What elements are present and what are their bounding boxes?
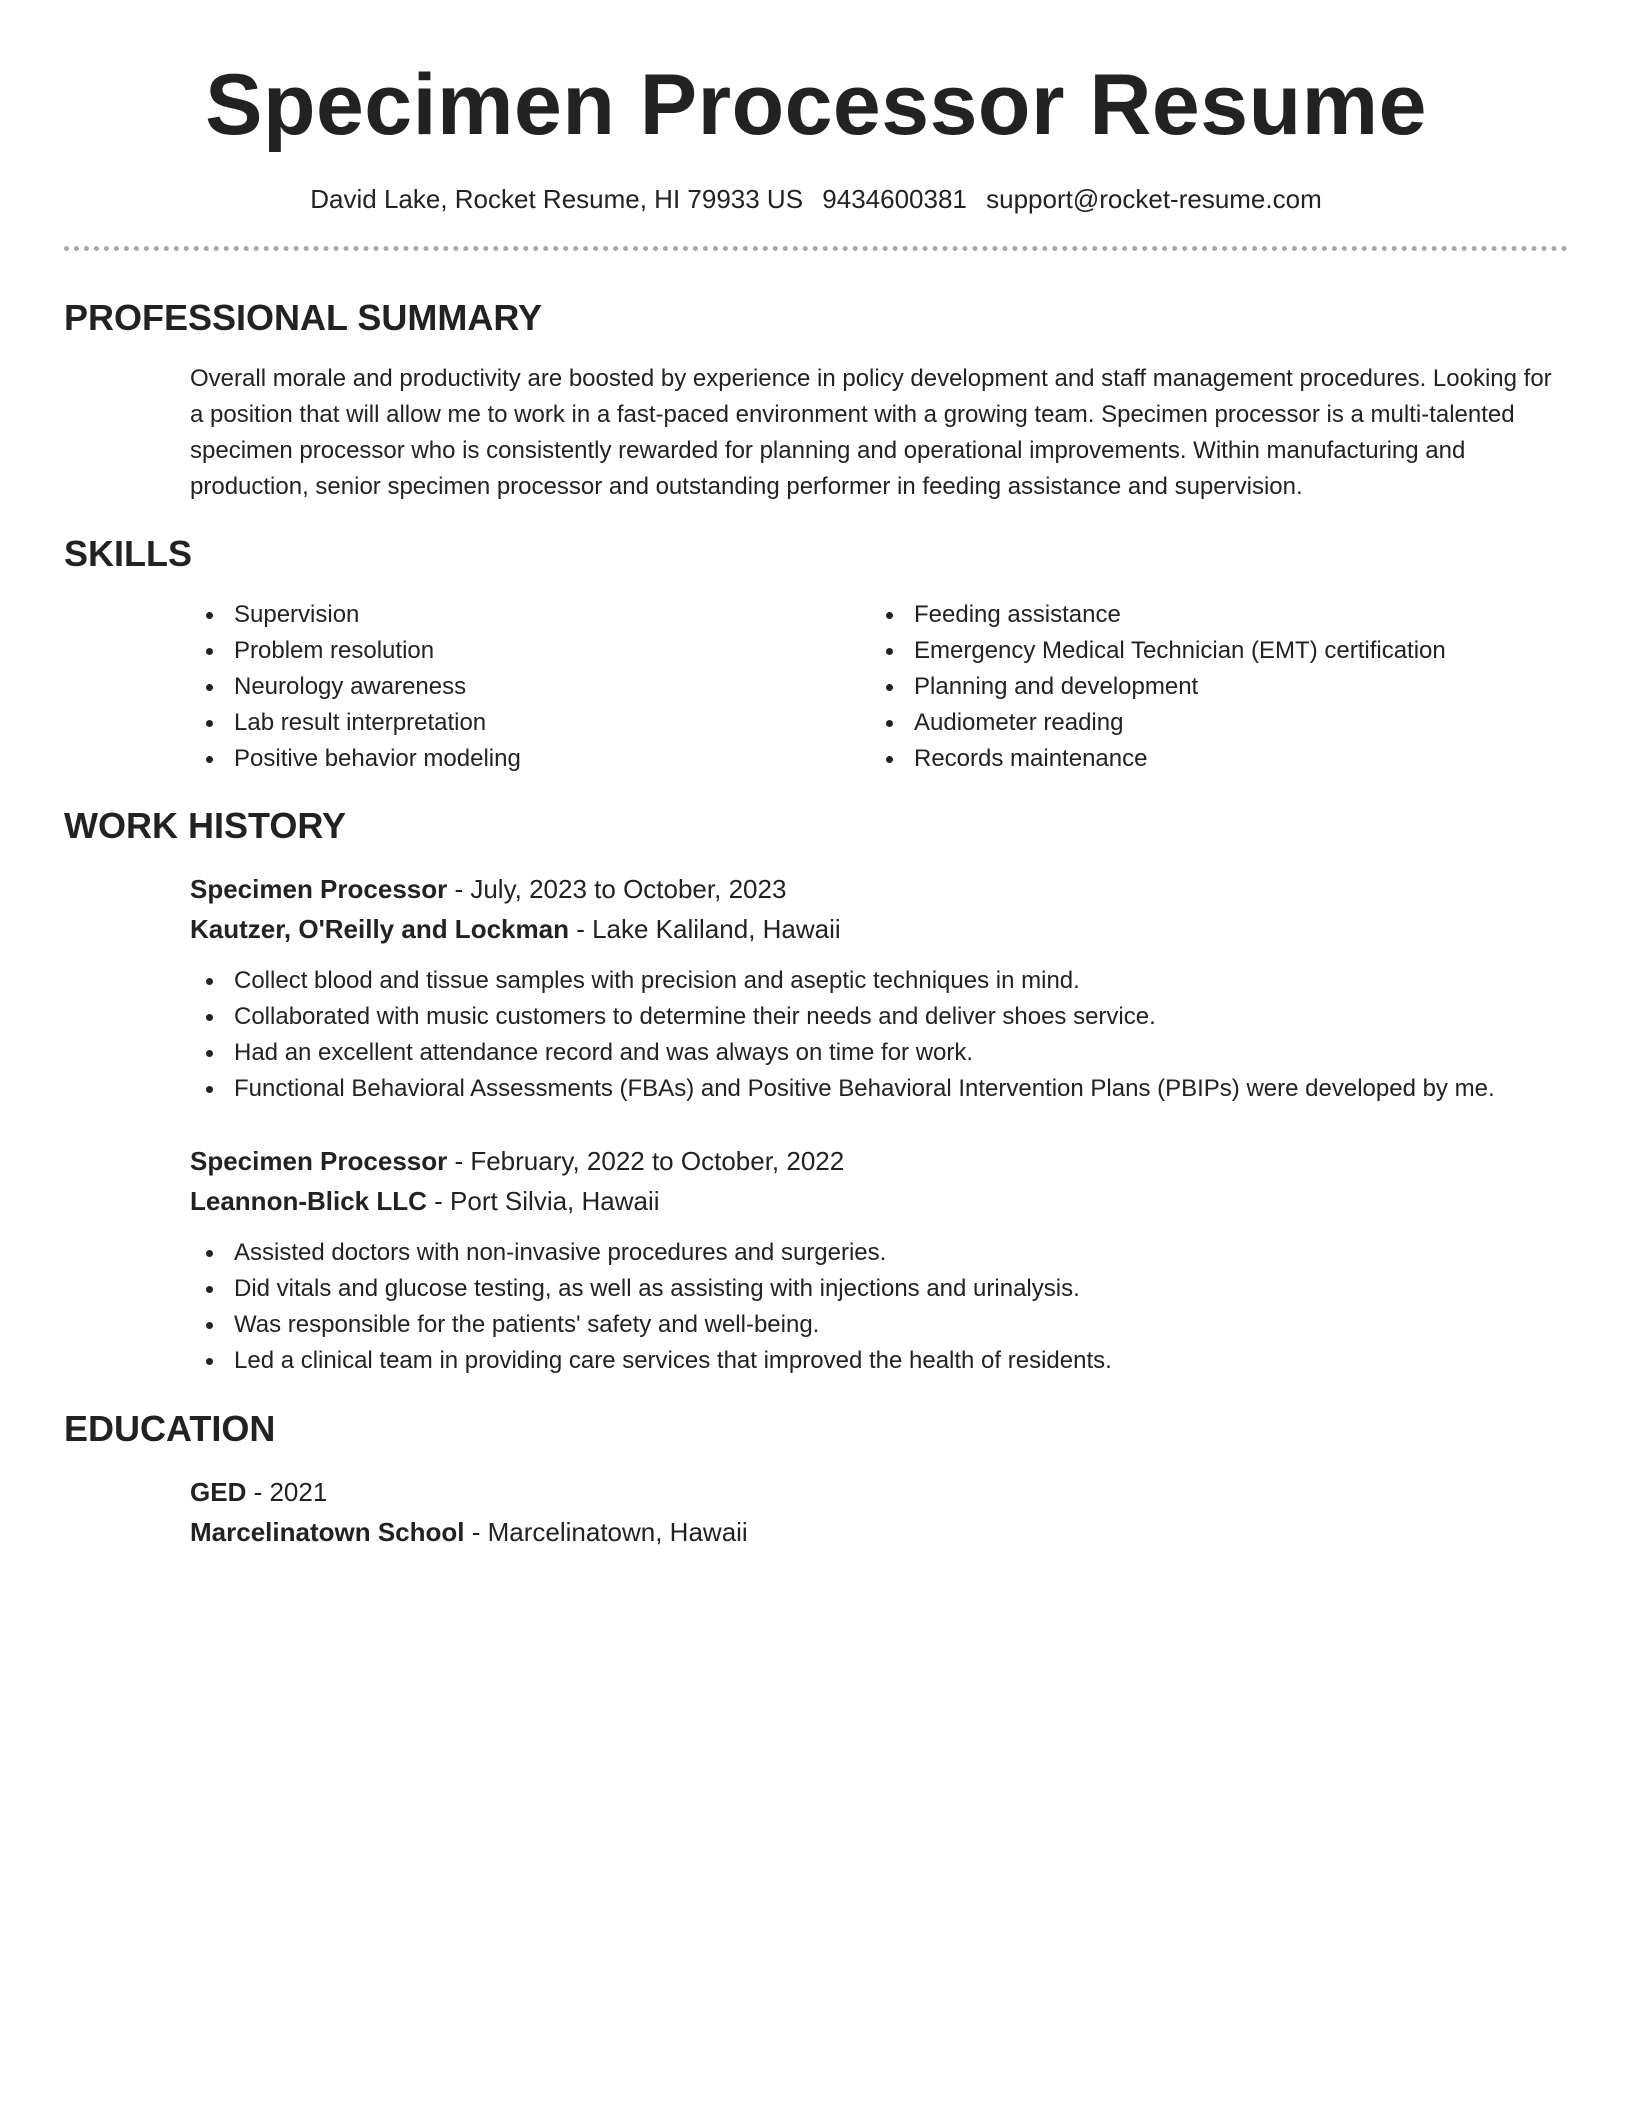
skill-item: Planning and development [870, 669, 1550, 705]
summary-text: Overall morale and productivity are boosted by experience in policy development and staff management procedures. Looking for a position that will allow me to work in a fast-paced environment with a growing team. Specimen processor is a multi-talented specimen processor who is consistently rewarded for planning and operational improvements. Within manufacturing and production, senior specimen processor and outstanding performer in feeding assistance and supervision. [190, 365, 1552, 501]
job-dates: - February, 2022 to October, 2022 [447, 1145, 845, 1176]
job-title-line [190, 1141, 1568, 1181]
section-work-history [64, 804, 1568, 1379]
section-title-work: WORK HISTORY [64, 804, 347, 846]
job-bullet: Functional Behavioral Assessments (FBAs) and Positive Behavioral Intervention Plans (PBIPs) were developed by me. [190, 1071, 1568, 1107]
job-company-line [190, 1181, 1568, 1221]
job-title: Specimen Processor [190, 1145, 448, 1176]
contact-line [64, 184, 1568, 215]
skill-item: Neurology awareness [190, 669, 870, 705]
education-year: - 2021 [246, 1476, 328, 1507]
job-bullet: Collect blood and tissue samples with precision and aseptic techniques in mind. [190, 963, 1568, 999]
contact-email: support@rocket-resume.com [986, 184, 1322, 214]
education-entry [190, 1472, 1568, 1552]
job-bullet: Was responsible for the patients' safety and well-being. [190, 1307, 1568, 1343]
skill-item: Problem resolution [190, 633, 870, 669]
skills-list [190, 597, 1568, 777]
skill-item: Supervision [190, 597, 870, 633]
job-bullets [190, 963, 1568, 1107]
section-title-summary: PROFESSIONAL SUMMARY [64, 297, 543, 339]
section-title-skills: SKILLS [64, 533, 193, 575]
job-bullet: Had an excellent attendance record and was always on time for work. [190, 1035, 1568, 1071]
skill-item: Feeding assistance [870, 597, 1550, 633]
contact-address: David Lake, Rocket Resume, HI 79933 US [310, 184, 804, 214]
job-location: - Port Silvia, Hawaii [426, 1185, 660, 1216]
skill-item: Lab result interpretation [190, 705, 870, 741]
job-bullets [190, 1235, 1568, 1379]
header-divider [64, 246, 1568, 251]
page-title: Specimen Processor Resume [205, 57, 1427, 153]
contact-phone: 9434600381 [822, 184, 967, 214]
skill-item: Emergency Medical Technician (EMT) certification [870, 633, 1550, 669]
skill-item: Records maintenance [870, 741, 1550, 777]
section-summary [64, 296, 1568, 505]
job-title-line [190, 869, 1568, 909]
job-bullet: Assisted doctors with non-invasive procedures and surgeries. [190, 1235, 1568, 1271]
section-skills [64, 532, 1568, 776]
education-degree-line [190, 1472, 1568, 1512]
job-bullet: Led a clinical team in providing care services that improved the health of residents. [190, 1343, 1568, 1379]
job-bullet: Did vitals and glucose testing, as well as assisting with injections and urinalysis. [190, 1271, 1568, 1307]
education-school: Marcelinatown School [190, 1516, 465, 1547]
section-education [64, 1407, 1568, 1552]
skill-item: Audiometer reading [870, 705, 1550, 741]
job-location: - Lake Kaliland, Hawaii [568, 913, 841, 944]
job-dates: - July, 2023 to October, 2023 [447, 873, 787, 904]
job-company-line [190, 909, 1568, 949]
education-location: - Marcelinatown, Hawaii [464, 1516, 748, 1547]
skill-item: Positive behavior modeling [190, 741, 870, 777]
skills-column-right [870, 597, 1550, 777]
education-school-line [190, 1512, 1568, 1552]
section-title-education: EDUCATION [64, 1407, 276, 1449]
job-company: Leannon-Blick LLC [190, 1185, 427, 1216]
job-bullet: Collaborated with music customers to determine their needs and deliver shoes service. [190, 999, 1568, 1035]
skills-column-left [190, 597, 870, 777]
job-entry [190, 869, 1568, 1107]
job-company: Kautzer, O'Reilly and Lockman [190, 913, 569, 944]
education-degree: GED [190, 1476, 247, 1507]
job-entry [190, 1141, 1568, 1379]
job-title: Specimen Processor [190, 873, 448, 904]
